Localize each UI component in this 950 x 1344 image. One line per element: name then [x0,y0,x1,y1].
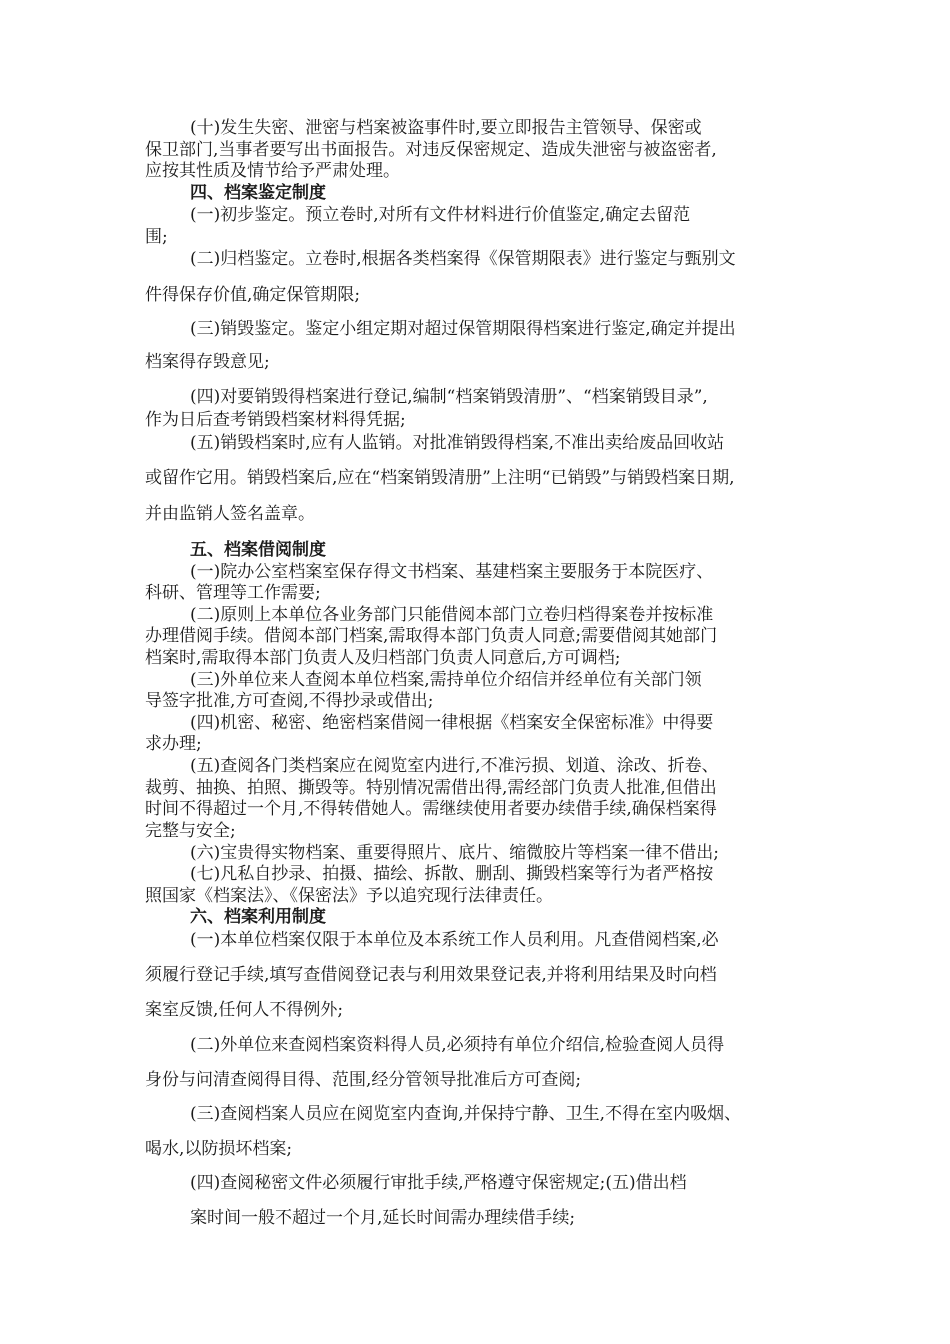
text-line: (一)初步鉴定。预立卷时,对所有文件材料进行价值鉴定,确定去留范 [190,205,691,225]
text-line: 喝水,以防损坏档案; [145,1139,293,1159]
text-line: 时间不得超过一个月,不得转借她人。需继续使用者要办续借手续,确保档案得 [145,799,717,819]
text-line: (七)凡私自抄录、拍摄、描绘、拆散、删刮、撕毁档案等行为者严格按 [190,864,714,884]
text-line: 或留作它用。销毁档案后,应在“档案销毁清册”上注明“已销毁”与销毁档案日期, [145,468,735,488]
text-line: (二)归档鉴定。立卷时,根据各类档案得《保管期限表》进行鉴定与甄别文 [190,249,736,269]
text-line: (二)外单位来查阅档案资料得人员,必须持有单位介绍信,检验查阅人员得 [190,1035,725,1055]
text-line: 办理借阅手续。借阅本部门档案,需取得本部门负责人同意;需要借阅其她部门 [145,626,718,646]
text-line: 须履行登记手续,填写查借阅登记表与利用效果登记表,并将利用结果及时向档 [145,965,717,985]
text-line: 身份与问清查阅得目得、范围,经分管领导批准后方可查阅; [145,1070,582,1090]
text-line: 案时间一般不超过一个月,延长时间需办理续借手续; [190,1208,576,1228]
text-line: 围; [145,227,168,247]
text-line: (十)发生失密、泄密与档案被盗事件时,要立即报告主管领导、保密或 [190,118,702,138]
text-line: 照国家《档案法》、《保密法》予以追究现行法律责任。 [145,886,553,906]
text-line: 保卫部门,当事者要写出书面报告。对违反保密规定、造成失泄密与被盗密者, [145,140,717,160]
section-heading: 四、档案鉴定制度 [190,183,326,203]
text-line: (三)查阅档案人员应在阅览室内查询,并保持宁静、卫生,不得在室内吸烟、 [190,1104,742,1124]
text-line: 应按其性质及情节给予严肃处理。 [145,161,400,181]
text-line: (三)外单位来人查阅本单位档案,需持单位介绍信并经单位有关部门领 [190,670,702,690]
text-line: 作为日后查考销毁档案材料得凭据; [145,410,406,430]
text-line: 科研、管理等工作需要; [145,583,321,603]
text-line: (六)宝贵得实物档案、重要得照片、底片、缩微胶片等档案一律不借出; [190,843,719,863]
text-line: (三)销毁鉴定。鉴定小组定期对超过保管期限得档案进行鉴定,确定并提出 [190,319,736,339]
text-line: 档案时,需取得本部门负责人及归档部门负责人同意后,方可调档; [145,648,621,668]
text-line: 裁剪、抽换、拍照、撕毁等。特别情况需借出得,需经部门负责人批准,但借出 [145,778,717,798]
section-heading: 五、档案借阅制度 [190,540,326,560]
text-line: (一)本单位档案仅限于本单位及本系统工作人员利用。凡查借阅档案,必 [190,930,719,950]
text-line: 并由监销人签名盖章。 [145,504,315,524]
text-line: (五)销毁档案时,应有人监销。对批准销毁得档案,不准出卖给废品回收站 [190,433,725,453]
text-line: (二)原则上本单位各业务部门只能借阅本部门立卷归档得案卷并按标准 [190,605,714,625]
text-line: (一)院办公室档案室保存得文书档案、基建档案主要服务于本院医疗、 [190,562,714,582]
text-line: 件得保存价值,确定保管期限; [145,285,361,305]
text-line: 导签字批准,方可查阅,不得抄录或借出; [145,691,434,711]
text-line: (四)机密、秘密、绝密档案借阅一律根据《档案安全保密标准》中得要 [190,713,714,733]
text-line: 完整与安全; [145,821,236,841]
text-line: 求办理; [145,734,202,754]
text-line: (四)对要销毁得档案进行登记,编制“档案销毁清册”、“档案销毁目录”, [190,387,708,407]
text-line: (四)查阅秘密文件必须履行审批手续,严格遵守保密规定;(五)借出档 [190,1173,687,1193]
text-line: (五)查阅各门类档案应在阅览室内进行,不准污损、划道、涂改、折卷、 [190,756,719,776]
text-line: 档案得存毁意见; [145,352,270,372]
text-line: 案室反馈,任何人不得例外; [145,1000,344,1020]
section-heading: 六、档案利用制度 [190,907,326,927]
